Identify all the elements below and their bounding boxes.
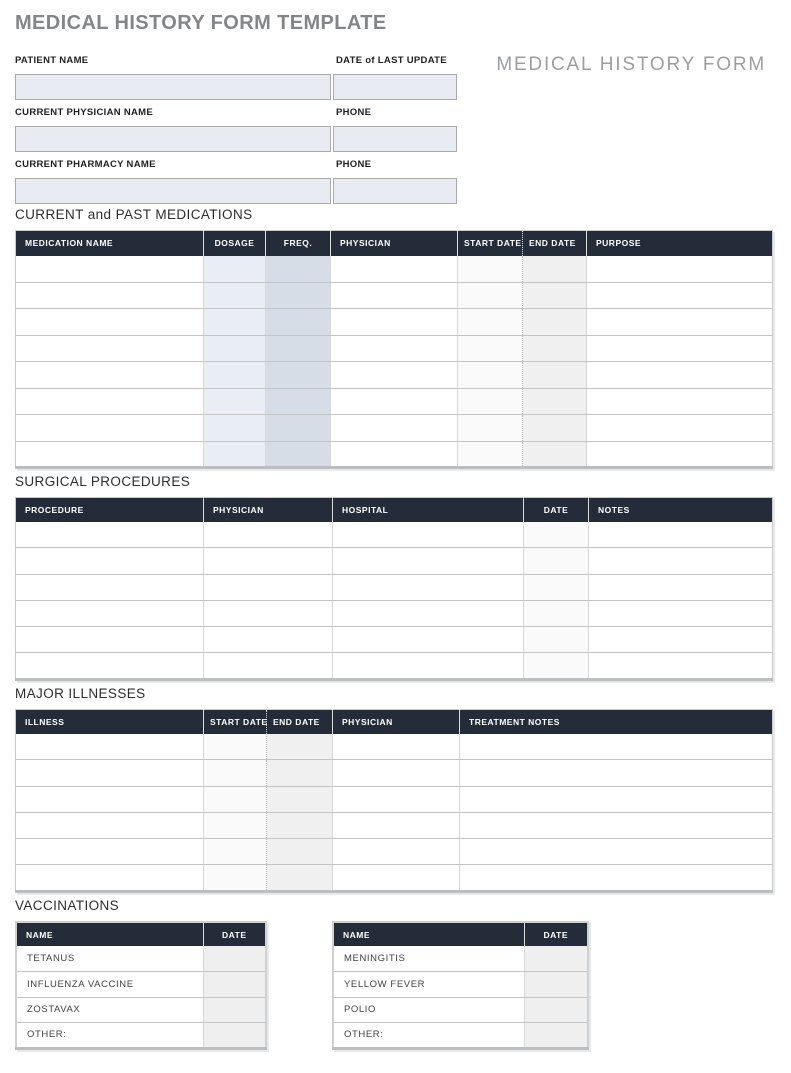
vacc-name: MENINGITIS — [333, 946, 524, 972]
medications-blank-row — [16, 282, 773, 309]
blank-cell-medication-name[interactable] — [16, 415, 204, 442]
surgical-header-row — [16, 498, 773, 522]
blank-cell-end-date[interactable] — [267, 786, 333, 812]
col-physician: PHYSICIAN — [331, 231, 458, 256]
vacc-name: INFLUENZA VACCINE — [16, 972, 203, 998]
blank-cell-date[interactable] — [524, 548, 589, 574]
physician-field-group — [15, 107, 457, 152]
blank-cell-purpose[interactable] — [587, 362, 773, 389]
blank-cell-medication-name[interactable] — [16, 388, 204, 415]
blank-cell-end-date[interactable] — [267, 734, 333, 760]
blank-cell-start-date[interactable] — [204, 839, 267, 865]
blank-cell-freq[interactable] — [266, 362, 331, 389]
blank-cell-notes[interactable] — [589, 548, 773, 574]
col-treatment-notes: TREATMENT NOTES — [460, 710, 773, 734]
section-title-vaccinations: VACCINATIONS — [15, 898, 120, 913]
blank-cell-physician[interactable] — [331, 415, 458, 442]
blank-cell-freq[interactable] — [266, 388, 331, 415]
blank-cell-purpose[interactable] — [587, 415, 773, 442]
vacc-row-yellow-fever — [333, 972, 588, 998]
blank-cell-treatment-notes[interactable] — [460, 812, 773, 838]
blank-cell-treatment-notes[interactable] — [460, 786, 773, 812]
blank-cell-purpose[interactable] — [587, 256, 773, 283]
illnesses-blank-row — [16, 865, 773, 891]
current-pharmacy-name-label: CURRENT PHARMACY NAME — [15, 159, 156, 170]
illnesses-table — [15, 709, 773, 893]
date-last-update-input[interactable] — [333, 74, 457, 100]
vacc-name: TETANUS — [16, 946, 203, 972]
blank-cell-physician[interactable] — [333, 865, 460, 891]
blank-cell-start-date[interactable] — [458, 335, 523, 362]
form-watermark-title: MEDICAL HISTORY FORM — [496, 54, 766, 75]
blank-cell-dosage[interactable] — [204, 441, 266, 468]
vacc-date-cell[interactable] — [203, 946, 266, 972]
blank-cell-illness[interactable] — [16, 812, 204, 838]
blank-cell-freq[interactable] — [266, 256, 331, 283]
blank-cell-freq[interactable] — [266, 309, 331, 336]
blank-cell-start-date[interactable] — [204, 760, 267, 786]
date-last-update-label: DATE of LAST UPDATE — [336, 55, 447, 66]
blank-cell-treatment-notes[interactable] — [460, 760, 773, 786]
blank-cell-start-date[interactable] — [204, 786, 267, 812]
vacc-row-other-left — [16, 1023, 266, 1049]
blank-cell-start-date[interactable] — [458, 309, 523, 336]
page-title: MEDICAL HISTORY FORM TEMPLATE — [15, 12, 387, 34]
surgical-blank-row — [16, 653, 773, 679]
medications-blank-row — [16, 335, 773, 362]
vacc-row-polio — [333, 997, 588, 1023]
blank-cell-start-date[interactable] — [204, 865, 267, 891]
section-title-illnesses: MAJOR ILLNESSES — [15, 686, 146, 701]
pharmacy-field-group — [15, 159, 457, 204]
col-physician: PHYSICIAN — [204, 498, 333, 522]
blank-cell-physician[interactable] — [333, 786, 460, 812]
medications-blank-row — [16, 388, 773, 415]
blank-cell-end-date[interactable] — [523, 309, 587, 336]
medications-blank-row — [16, 415, 773, 442]
current-physician-name-input[interactable] — [15, 126, 331, 152]
col-freq: FREQ. — [266, 231, 331, 256]
blank-cell-freq[interactable] — [266, 335, 331, 362]
blank-cell-procedure[interactable] — [16, 600, 204, 626]
patient-name-input[interactable] — [15, 74, 331, 100]
blank-cell-start-date[interactable] — [458, 388, 523, 415]
blank-cell-physician[interactable] — [204, 627, 333, 653]
medications-header-row — [16, 231, 773, 256]
blank-cell-physician[interactable] — [204, 653, 333, 679]
blank-cell-start-date[interactable] — [458, 415, 523, 442]
blank-cell-physician[interactable] — [331, 335, 458, 362]
blank-cell-illness[interactable] — [16, 734, 204, 760]
blank-cell-end-date[interactable] — [523, 441, 587, 468]
blank-cell-freq[interactable] — [266, 415, 331, 442]
blank-cell-procedure[interactable] — [16, 574, 204, 600]
blank-cell-illness[interactable] — [16, 760, 204, 786]
vacc-name: OTHER: — [16, 1023, 203, 1049]
blank-cell-end-date[interactable] — [267, 760, 333, 786]
blank-cell-medication-name[interactable] — [16, 256, 204, 283]
vacc-date-cell[interactable] — [203, 997, 266, 1023]
blank-cell-dosage[interactable] — [204, 309, 266, 336]
vacc-date-cell[interactable] — [524, 972, 588, 998]
blank-cell-purpose[interactable] — [587, 388, 773, 415]
surgical-blank-row — [16, 574, 773, 600]
blank-cell-end-date[interactable] — [267, 865, 333, 891]
vacc-row-other-right — [333, 1023, 588, 1049]
blank-cell-physician[interactable] — [204, 522, 333, 548]
blank-cell-procedure[interactable] — [16, 627, 204, 653]
vaccinations-section — [15, 898, 772, 1049]
blank-cell-date[interactable] — [524, 627, 589, 653]
blank-cell-freq[interactable] — [266, 282, 331, 309]
medications-blank-row — [16, 256, 773, 283]
vacc-row-meningitis — [333, 946, 588, 972]
vacc-date-cell[interactable] — [203, 972, 266, 998]
blank-cell-physician[interactable] — [331, 441, 458, 468]
blank-cell-hospital[interactable] — [333, 653, 524, 679]
blank-cell-hospital[interactable] — [333, 627, 524, 653]
blank-cell-physician[interactable] — [333, 812, 460, 838]
blank-cell-hospital[interactable] — [333, 522, 524, 548]
blank-cell-end-date[interactable] — [523, 282, 587, 309]
vacc-date-cell[interactable] — [524, 1023, 588, 1049]
pharmacy-phone-label: PHONE — [336, 159, 372, 170]
pharmacy-phone-input[interactable] — [333, 178, 457, 204]
surgical-blank-row — [16, 522, 773, 548]
blank-cell-physician[interactable] — [331, 362, 458, 389]
blank-cell-medication-name[interactable] — [16, 282, 204, 309]
col-name: NAME — [16, 922, 203, 946]
blank-cell-physician[interactable] — [333, 760, 460, 786]
blank-cell-date[interactable] — [524, 522, 589, 548]
illnesses-header-row — [16, 710, 773, 734]
blank-cell-date[interactable] — [524, 600, 589, 626]
blank-cell-dosage[interactable] — [204, 256, 266, 283]
current-pharmacy-name-input[interactable] — [15, 178, 331, 204]
vacc-name: ZOSTAVAX — [16, 997, 203, 1023]
blank-cell-hospital[interactable] — [333, 548, 524, 574]
blank-cell-treatment-notes[interactable] — [460, 734, 773, 760]
surgical-blank-row — [16, 627, 773, 653]
col-start-date: START DATE — [458, 231, 523, 256]
illnesses-blank-row — [16, 839, 773, 865]
patient-name-label: PATIENT NAME — [15, 55, 89, 66]
blank-cell-illness[interactable] — [16, 865, 204, 891]
col-date: DATE — [203, 922, 266, 946]
illnesses-blank-row — [16, 786, 773, 812]
blank-cell-purpose[interactable] — [587, 282, 773, 309]
blank-cell-illness[interactable] — [16, 839, 204, 865]
col-start-date: START DATE — [204, 710, 267, 734]
blank-cell-purpose[interactable] — [587, 441, 773, 468]
vaccinations-table-right — [332, 914, 589, 1050]
col-end-date: END DATE — [267, 710, 333, 734]
medications-table — [15, 230, 773, 469]
vacc-row-tetanus — [16, 946, 266, 972]
blank-cell-purpose[interactable] — [587, 309, 773, 336]
blank-cell-end-date[interactable] — [523, 362, 587, 389]
blank-cell-start-date[interactable] — [458, 362, 523, 389]
blank-cell-start-date[interactable] — [458, 441, 523, 468]
blank-cell-notes[interactable] — [589, 574, 773, 600]
col-hospital: HOSPITAL — [333, 498, 524, 522]
surgical-blank-row — [16, 548, 773, 574]
surgical-blank-row — [16, 600, 773, 626]
col-physician: PHYSICIAN — [333, 710, 460, 734]
vacc-row-influenza — [16, 972, 266, 998]
medications-blank-row — [16, 441, 773, 468]
current-physician-name-label: CURRENT PHYSICIAN NAME — [15, 107, 154, 118]
vacc-name: POLIO — [333, 997, 524, 1023]
blank-cell-end-date[interactable] — [523, 415, 587, 442]
illnesses-blank-row — [16, 734, 773, 760]
section-title-medications: CURRENT and PAST MEDICATIONS — [15, 207, 253, 222]
blank-cell-dosage[interactable] — [204, 388, 266, 415]
blank-cell-dosage[interactable] — [204, 282, 266, 309]
blank-cell-notes[interactable] — [589, 653, 773, 679]
vacc-right-header-row — [333, 922, 588, 946]
col-purpose: PURPOSE — [587, 231, 773, 256]
blank-cell-procedure[interactable] — [16, 653, 204, 679]
blank-cell-physician[interactable] — [204, 600, 333, 626]
blank-cell-physician[interactable] — [333, 839, 460, 865]
col-procedure: PROCEDURE — [16, 498, 204, 522]
blank-cell-notes[interactable] — [589, 600, 773, 626]
blank-cell-procedure[interactable] — [16, 548, 204, 574]
vacc-left-header-row — [16, 922, 266, 946]
surgical-table — [15, 497, 773, 681]
vacc-name: OTHER: — [333, 1023, 524, 1049]
medications-section — [15, 207, 772, 469]
physician-phone-input[interactable] — [333, 126, 457, 152]
blank-cell-physician[interactable] — [331, 282, 458, 309]
vaccinations-table-left — [15, 914, 267, 1050]
blank-cell-notes[interactable] — [589, 627, 773, 653]
illnesses-blank-row — [16, 812, 773, 838]
blank-cell-illness[interactable] — [16, 786, 204, 812]
vacc-date-cell[interactable] — [524, 997, 588, 1023]
blank-cell-procedure[interactable] — [16, 522, 204, 548]
medications-blank-row — [16, 309, 773, 336]
blank-cell-physician[interactable] — [331, 309, 458, 336]
blank-cell-physician[interactable] — [331, 256, 458, 283]
blank-cell-purpose[interactable] — [587, 335, 773, 362]
col-name: NAME — [333, 922, 524, 946]
blank-cell-medication-name[interactable] — [16, 441, 204, 468]
blank-cell-end-date[interactable] — [523, 335, 587, 362]
col-date: DATE — [524, 922, 588, 946]
blank-cell-end-date[interactable] — [523, 256, 587, 283]
blank-cell-dosage[interactable] — [204, 335, 266, 362]
physician-phone-label: PHONE — [336, 107, 372, 118]
blank-cell-physician[interactable] — [333, 734, 460, 760]
vacc-row-zostavax — [16, 997, 266, 1023]
blank-cell-medication-name[interactable] — [16, 309, 204, 336]
col-date: DATE — [524, 498, 589, 522]
patient-name-field-group — [15, 55, 457, 100]
blank-cell-start-date[interactable] — [458, 282, 523, 309]
illnesses-blank-row — [16, 760, 773, 786]
section-title-surgical: SURGICAL PROCEDURES — [15, 474, 191, 489]
blank-cell-dosage[interactable] — [204, 362, 266, 389]
blank-cell-physician[interactable] — [331, 388, 458, 415]
blank-cell-start-date[interactable] — [204, 812, 267, 838]
col-illness: ILLNESS — [16, 710, 204, 734]
medications-blank-row — [16, 362, 773, 389]
blank-cell-medication-name[interactable] — [16, 362, 204, 389]
vacc-date-cell[interactable] — [203, 1023, 266, 1049]
blank-cell-start-date[interactable] — [204, 734, 267, 760]
blank-cell-hospital[interactable] — [333, 600, 524, 626]
col-notes: NOTES — [589, 498, 773, 522]
col-dosage: DOSAGE — [204, 231, 266, 256]
blank-cell-notes[interactable] — [589, 522, 773, 548]
vacc-date-cell[interactable] — [524, 946, 588, 972]
illnesses-section — [15, 686, 772, 893]
blank-cell-date[interactable] — [524, 574, 589, 600]
blank-cell-end-date[interactable] — [267, 839, 333, 865]
col-medication-name: MEDICATION NAME — [16, 231, 204, 256]
blank-cell-dosage[interactable] — [204, 415, 266, 442]
blank-cell-hospital[interactable] — [333, 574, 524, 600]
blank-cell-end-date[interactable] — [267, 812, 333, 838]
blank-cell-physician[interactable] — [204, 574, 333, 600]
blank-cell-freq[interactable] — [266, 441, 331, 468]
vacc-name: YELLOW FEVER — [333, 972, 524, 998]
blank-cell-date[interactable] — [524, 653, 589, 679]
blank-cell-treatment-notes[interactable] — [460, 865, 773, 891]
blank-cell-start-date[interactable] — [458, 256, 523, 283]
surgical-section — [15, 474, 772, 681]
blank-cell-treatment-notes[interactable] — [460, 839, 773, 865]
blank-cell-physician[interactable] — [204, 548, 333, 574]
blank-cell-end-date[interactable] — [523, 388, 587, 415]
col-end-date: END DATE — [523, 231, 587, 256]
blank-cell-medication-name[interactable] — [16, 335, 204, 362]
